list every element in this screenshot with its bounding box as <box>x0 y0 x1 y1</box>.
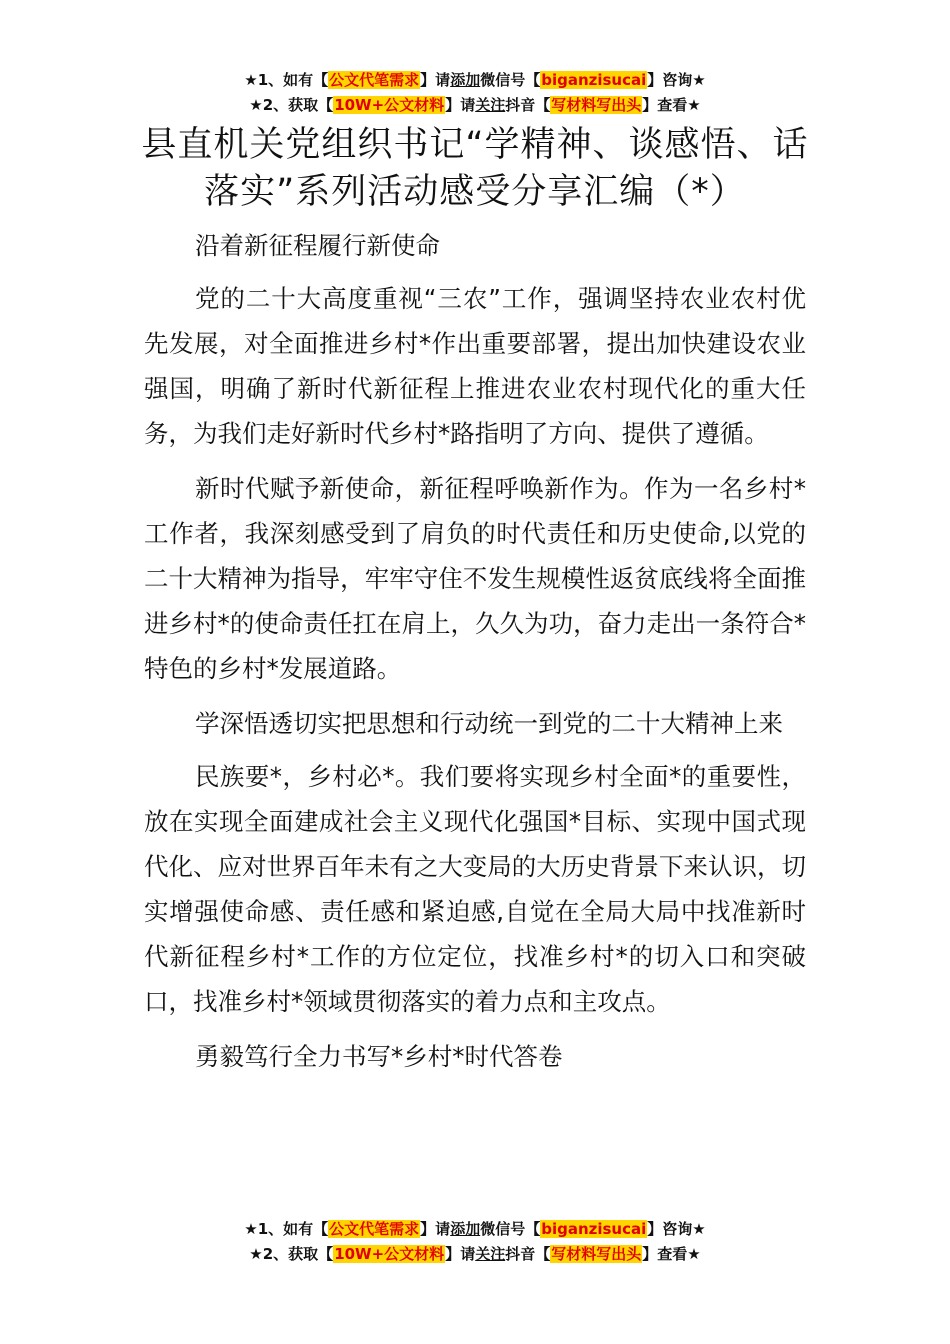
document-body <box>144 223 806 1087</box>
body-paragraph: 民族要*，乡村必*。我们要将实现乡村全面*的重要性，放在实现全面建成社会主义现代化强国*目标、实现中国式现代化、应对世界百年未有之大变局的大历史背景下来认识，切实增强使命感、责任感和紧迫感,自觉在全局大局中找准新时代新征程乡村*工作的方位定位，找准乡村*的切入口和突破口，找准乡村*领域贯彻落实的着力点和主攻点。 <box>144 762 806 1016</box>
promo-line-2 <box>0 1242 950 1267</box>
body-paragraph: 新时代赋予新使命，新征程呼唤新作为。作为一名乡村*工作者，我深刻感受到了肩负的时代责任和历史使命,以党的二十大精神为指导，牢牢守住不发生规模性返贫底线将全面推进乡村*的使命责任扛在肩上，久久为功，奋力走出一条符合*特色的乡村*发展道路。 <box>144 474 806 683</box>
promo-underline: 添加 <box>450 1220 481 1238</box>
body-paragraph: 党的二十大高度重视“三农”工作，强调坚持农业农村优先发展，对全面推进乡村*作出重要部署，提出加快建设农业强国，明确了新时代新征程上推进农业农村现代化的重大任务，为我们走好新时代乡村*路指明了方向、提供了遵循。 <box>144 284 806 448</box>
promo-highlight: biganzisucai <box>541 1220 647 1238</box>
section-heading: 勇毅笃行全力书写*乡村*时代答卷 <box>195 1042 563 1071</box>
header-promo-banner <box>0 68 950 118</box>
promo-text: 】请 <box>420 71 451 89</box>
promo-highlight: 公文代笔需求 <box>329 1220 420 1238</box>
promo-text: 】咨询★ <box>647 1220 706 1238</box>
promo-highlight: 10W+公文材料 <box>334 96 445 114</box>
promo-underline: 关注 <box>475 96 506 114</box>
promo-text: ★1、如有【 <box>244 71 329 89</box>
promo-text: 】咨询★ <box>647 71 706 89</box>
promo-text: 】查看★ <box>642 1245 701 1263</box>
promo-highlight: biganzisucai <box>541 71 647 89</box>
footer-promo-banner <box>0 1217 950 1267</box>
promo-line-1 <box>0 68 950 93</box>
section-heading: 学深悟透切实把思想和行动统一到党的二十大精神上来 <box>195 709 783 738</box>
promo-underline: 添加 <box>450 71 481 89</box>
promo-text: ★2、获取【 <box>249 1245 334 1263</box>
document-title: 县直机关党组织书记“学精神、谈感悟、话落实”系列活动感受分享汇编（*） <box>141 125 809 212</box>
promo-highlight: 公文代笔需求 <box>329 71 420 89</box>
promo-highlight: 10W+公文材料 <box>334 1245 445 1263</box>
promo-text: 】请 <box>420 1220 451 1238</box>
promo-underline: 关注 <box>475 1245 506 1263</box>
promo-text: 微信号【 <box>480 1220 541 1238</box>
promo-text: 抖音【 <box>505 1245 551 1263</box>
section-heading: 沿着新征程履行新使命 <box>195 231 440 260</box>
promo-text: 抖音【 <box>505 96 551 114</box>
promo-text: ★1、如有【 <box>244 1220 329 1238</box>
promo-text: ★2、获取【 <box>249 96 334 114</box>
promo-text: 微信号【 <box>480 71 541 89</box>
promo-text: 】请 <box>445 96 476 114</box>
promo-highlight: 写材料写出头 <box>551 96 642 114</box>
promo-line-1 <box>0 1217 950 1242</box>
promo-line-2 <box>0 93 950 118</box>
promo-highlight: 写材料写出头 <box>551 1245 642 1263</box>
promo-text: 】请 <box>445 1245 476 1263</box>
promo-text: 】查看★ <box>642 96 701 114</box>
